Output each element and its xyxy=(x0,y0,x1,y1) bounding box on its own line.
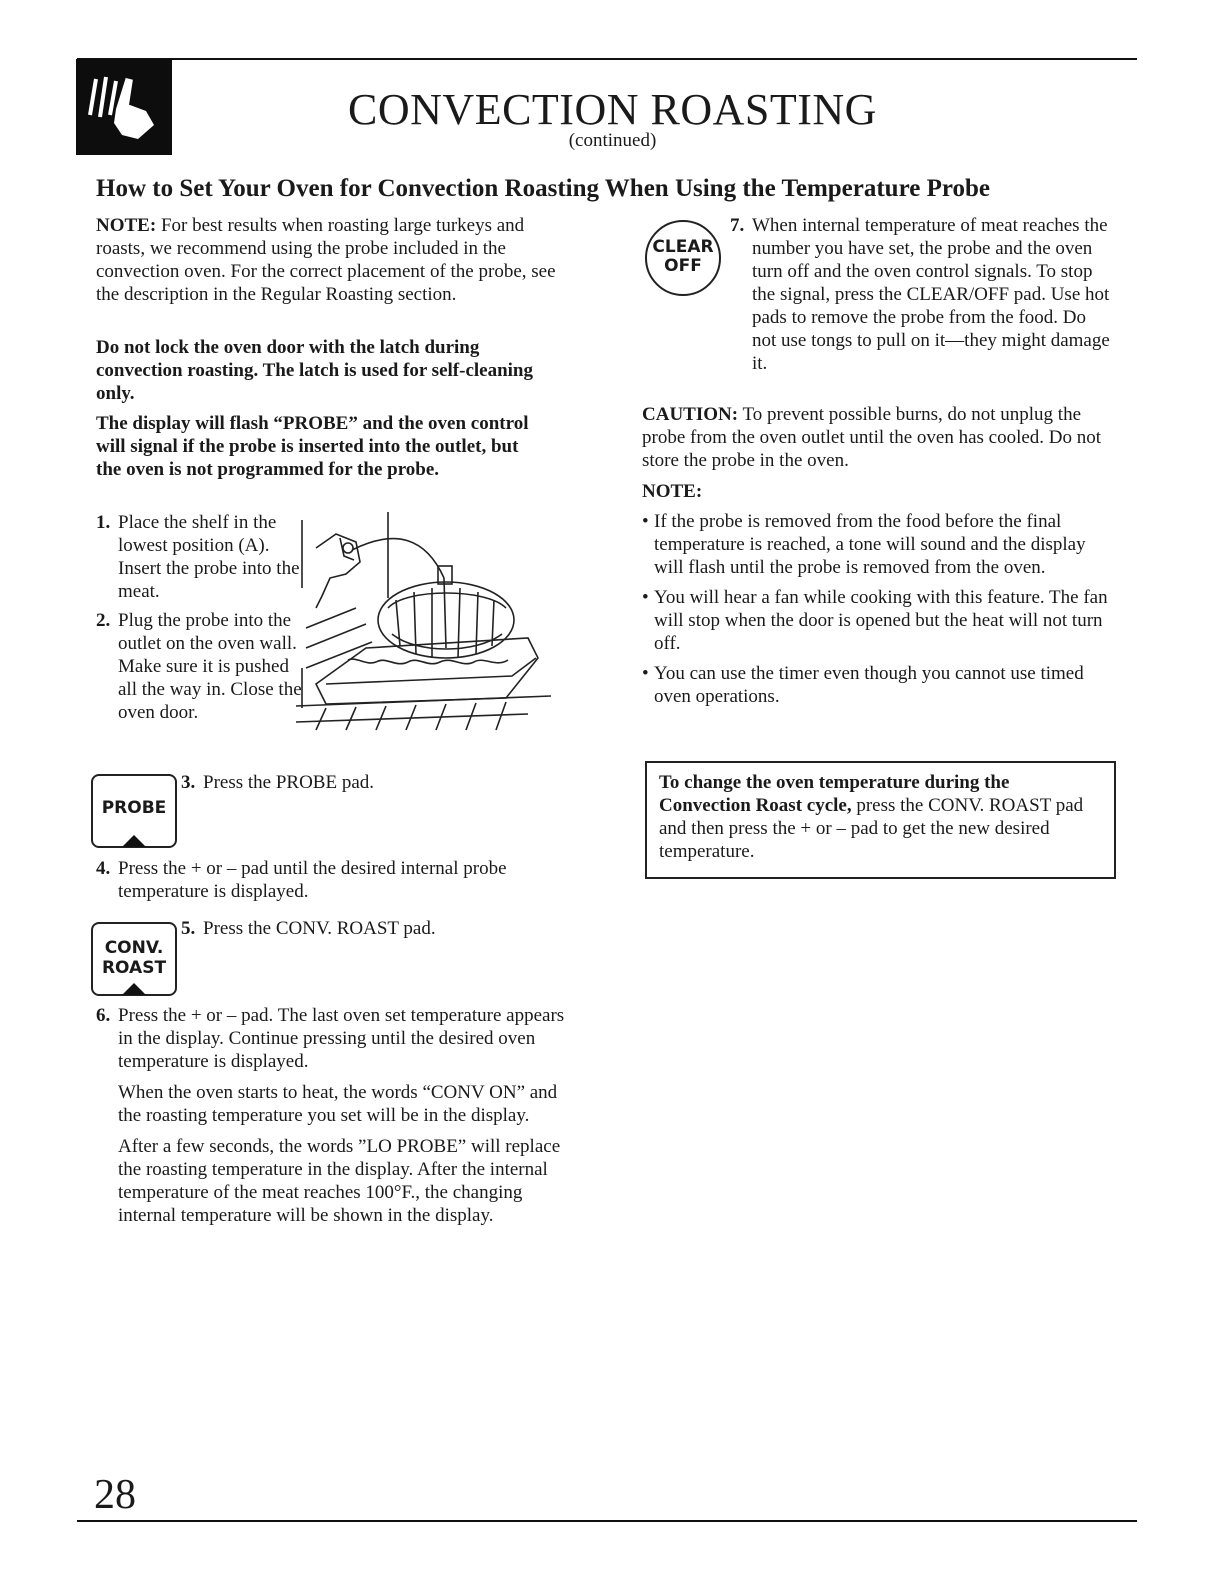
probe-warning: The display will flash “PROBE” and the oven control will signal if the probe is inserted into the outlet, but the oven is not programmed for the probe. xyxy=(96,413,529,480)
top-rule xyxy=(77,58,1137,60)
note-heading: NOTE: xyxy=(642,481,703,502)
caution-text: To prevent possible burns, do not unplug the probe from the oven outlet until the oven has cooled. Do not store the probe in the oven. xyxy=(642,404,1102,471)
step-6 xyxy=(96,1004,566,1227)
step-2-text: Plug the probe into the outlet on the oven wall. Make sure it is pushed all the way in. Close the oven door. xyxy=(118,610,302,723)
bottom-rule xyxy=(77,1520,1137,1522)
step-7-number: 7. xyxy=(730,215,745,236)
temperature-change-body: press the CONV. ROAST pad and then press the + or – pad to get the new desired temperature. xyxy=(659,795,1084,862)
page-title: CONVECTION ROASTING xyxy=(348,85,877,134)
step-5-number: 5. xyxy=(181,918,196,939)
temperature-change-bold: To change the oven temperature during the Convection Roast cycle, xyxy=(659,772,1010,816)
clear-off-pad[interactable] xyxy=(645,220,721,296)
latch-warning: Do not lock the oven door with the latch during convection roasting. The latch is used for self-cleaning only. xyxy=(96,337,533,404)
step-6-paragraph-2: When the oven starts to heat, the words “CONV ON” and the roasting temperature you set will be in the display. xyxy=(118,1082,558,1126)
caution-paragraph xyxy=(642,403,1104,472)
section-heading: How to Set Your Oven for Convection Roasting When Using the Temperature Probe xyxy=(96,175,990,202)
conv-pad-line1: CONV. xyxy=(104,938,164,958)
caution-label: CAUTION: xyxy=(642,404,739,425)
step-4-number: 4. xyxy=(96,858,111,879)
probe-pad[interactable] xyxy=(91,774,177,848)
step-5-text: Press the CONV. ROAST pad. xyxy=(203,918,436,939)
note-label: NOTE: xyxy=(96,215,157,236)
clear-pad-line2: OFF xyxy=(664,256,702,276)
step-3-text: Press the PROBE pad. xyxy=(203,772,374,793)
conv-roast-pad[interactable] xyxy=(91,922,177,996)
clear-pad-line1: CLEAR xyxy=(652,237,714,257)
roast-probe-illustration xyxy=(296,508,551,740)
pad-indicator-icon xyxy=(122,983,146,995)
page-subtitle: (continued) xyxy=(568,130,657,151)
probe-pad-label: PROBE xyxy=(101,798,167,818)
step-1-text: Place the shelf in the lowest position (A). Insert the probe into the meat. xyxy=(118,512,300,602)
step-4-text: Press the + or – pad until the desired internal probe temperature is displayed. xyxy=(118,858,507,902)
step-6-paragraph-3: After a few seconds, the words ”LO PROBE” will replace the roasting temperature in the display. After the internal temperature of the meat reaches 100°F., the changing internal temperature will be shown in the display. xyxy=(118,1136,561,1226)
step-4 xyxy=(96,857,536,903)
step-6-text: Press the + or – pad. The last oven set temperature appears in the display. Continue pressing until the desired oven temperature is displayed. xyxy=(118,1005,565,1072)
step-7 xyxy=(730,214,1110,375)
conv-pad-line2: ROAST xyxy=(101,958,167,978)
temperature-change-box xyxy=(645,761,1116,879)
pad-indicator-icon xyxy=(122,835,146,847)
step-1-number: 1. xyxy=(96,512,111,533)
note-bullet-3: • You can use the timer even though you cannot use timed oven operations. xyxy=(642,662,1110,708)
step-2 xyxy=(96,609,306,724)
step-3-number: 3. xyxy=(181,772,196,793)
step-1 xyxy=(96,511,306,603)
note-bullet-list xyxy=(642,510,1110,715)
note-text: For best results when roasting large turkeys and roasts, we recommend using the probe included in the convection oven. For the correct placement of the probe, see the description in the Regular Roasting section. xyxy=(96,215,556,305)
step-6-number: 6. xyxy=(96,1005,111,1026)
note-bullet-2: • You will hear a fan while cooking with this feature. The fan will stop when the door is opened but the heat will not turn off. xyxy=(642,586,1110,655)
page-number: 28 xyxy=(94,1472,136,1518)
temperature-change-text xyxy=(647,763,1114,871)
step-3 xyxy=(181,771,511,794)
step-7-text: When internal temperature of meat reaches the number you have set, the probe and the oven turn off and the oven control signals. To stop the signal, press the CLEAR/OFF pad. Use hot pads to remove the probe from the food. Do not use tongs to pull on it—they might damage it. xyxy=(752,215,1110,374)
step-5 xyxy=(181,917,511,940)
step-2-number: 2. xyxy=(96,610,111,631)
note-paragraph xyxy=(96,214,556,306)
note-bullet-1: • If the probe is removed from the food before the final temperature is reached, a tone will sound and the display will flash until the probe is removed from the oven. xyxy=(642,510,1110,579)
